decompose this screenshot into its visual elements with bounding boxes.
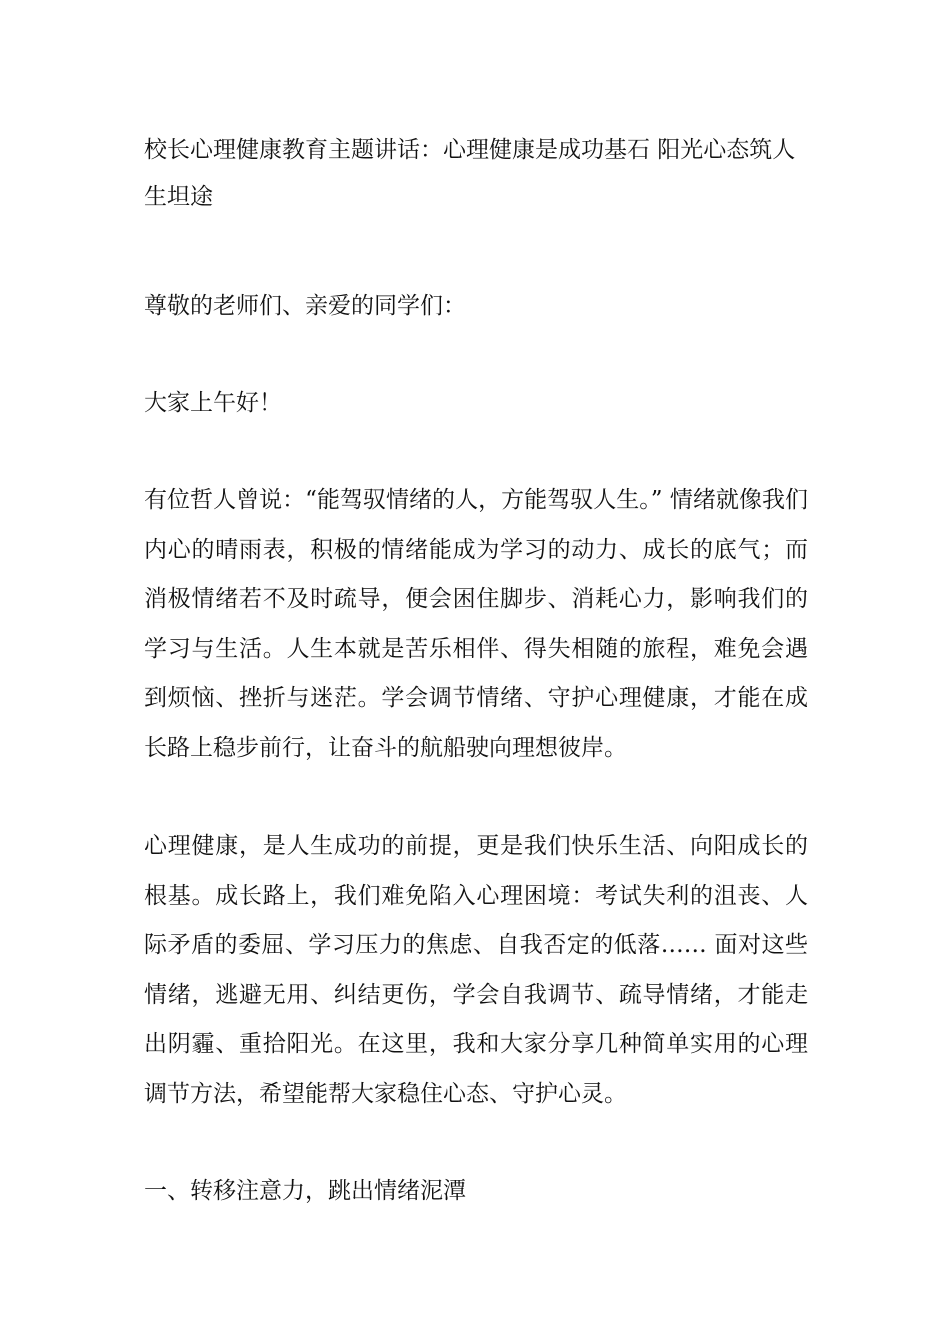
body-paragraph: 有位哲人曾说：“能驾驭情绪的人，方能驾驭人生。” 情绪就像我们内心的晴雨表，积极的情绪能成为学习的动力、成长的底气；而消极情绪若不及时疏导，便会困住脚步、消耗心力，影响我们的学习与生活。人生本就是苦乐相伴、得失相随的旅程，难免会遇到烦恼、挫折与迷茫。学会调节情绪、守护心理健康，才能在成长路上稳步前行，让奋斗的航船驶向理想彼岸。 [144,487,808,761]
section-heading: 一、转移注意力，跳出情绪泥潭 [144,1178,466,1204]
greeting: 大家上午好！ [144,390,282,416]
body-paragraph: 心理健康，是人生成功的前提，更是我们快乐生活、向阳成长的根基。成长路上，我们难免陷入心理困境：考试失利的沮丧、人际矛盾的委屈、学习压力的焦虑、自我否定的低落…… 面对这些情绪，逃避无用、纠结更伤，学会自我调节、疏导情绪，才能走出阴霾、重拾阳光。在这里，我和大家分享几种简单实用的心理调节方法，希望能帮大家稳住心态、守护心灵。 [144,833,808,1107]
document-title: 校长心理健康教育主题讲话：心理健康是成功基石 阳光心态筑人生坦途 [144,137,796,210]
salutation: 尊敬的老师们、亲爱的同学们： [144,293,466,319]
